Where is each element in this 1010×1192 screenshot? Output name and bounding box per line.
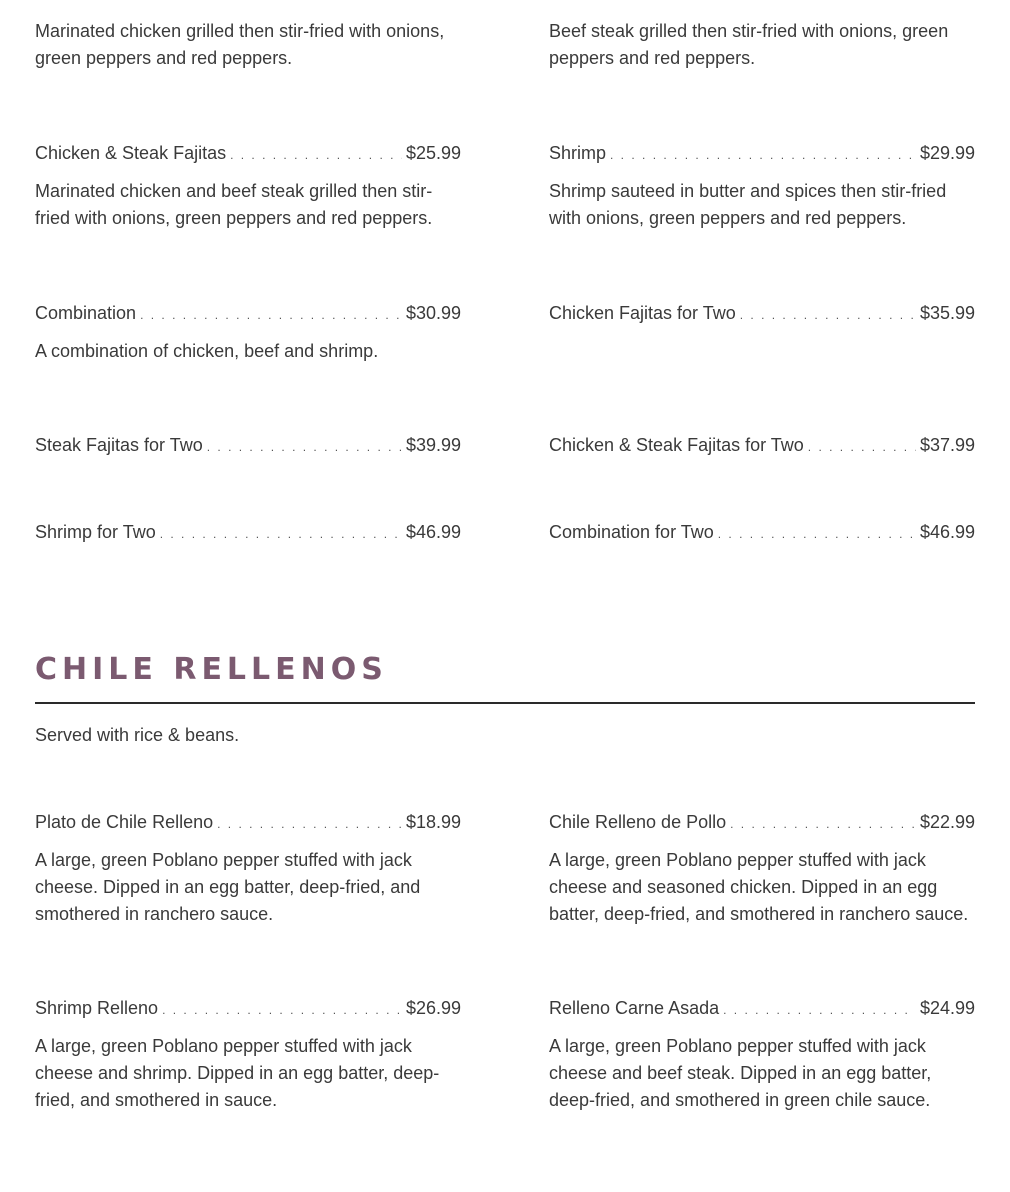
menu-item [35,301,461,365]
menu-item-description: Shrimp sauteed in butter and spices then stir-fried with onions, green peppers and red peppers. [549,181,947,228]
dot-leader [217,812,402,836]
menu-item [549,433,975,459]
menu-item-price: $22.99 [919,812,975,832]
menu-item-name: Combination [35,303,137,323]
menu-item-price: $46.99 [919,522,975,542]
menu-item-description: A large, green Poblano pepper stuffed with jack cheese and shrimp. Dipped in an egg batter, deep-fried, and smothered in sauce. [35,1036,440,1110]
menu-item [35,810,461,928]
menu-item [35,996,461,1114]
menu-item-price: $46.99 [405,522,461,542]
dot-leader [207,435,402,459]
menu-item-price: $18.99 [405,812,461,832]
dot-leader [718,522,916,546]
menu-item-price: $37.99 [919,435,975,455]
menu-item-name: Combination for Two [549,522,714,542]
menu-item [549,141,975,232]
dot-leader [230,143,402,167]
dot-leader [140,303,402,327]
menu-item [549,996,975,1114]
menu-item-name: Chicken & Steak Fajitas for Two [549,435,804,455]
menu-item-price: $30.99 [405,303,461,323]
menu-item [35,141,461,232]
section-subtitle: Served with rice & beans. [35,725,240,745]
menu-item-name: Chile Relleno de Pollo [549,812,727,832]
menu-item-description: A large, green Poblano pepper stuffed with jack cheese and seasoned chicken. Dipped in an egg batter, deep-fried, and smothered in ranchero sauce. [549,850,969,924]
menu-item [549,301,975,327]
menu-item-name: Shrimp for Two [35,522,156,542]
menu-item [35,433,461,459]
menu-item-name: Steak Fajitas for Two [35,435,203,455]
dot-leader [723,998,916,1022]
menu-item [35,520,461,546]
dot-leader [808,435,916,459]
menu-item-description: A large, green Poblano pepper stuffed with jack cheese. Dipped in an egg batter, deep-fried, and smothered in ranchero sauce. [35,850,421,924]
dot-leader [160,522,402,546]
menu-item [549,810,975,928]
menu-item-description: Marinated chicken and beef steak grilled then stir-fried with onions, green peppers and red peppers. [35,181,433,228]
menu-item-description: A combination of chicken, beef and shrimp. [35,341,379,361]
menu-item-price: $39.99 [405,435,461,455]
menu-item-price: $24.99 [919,998,975,1018]
menu-item-name: Chicken Fajitas for Two [549,303,736,323]
dot-leader [610,143,916,167]
menu-item-name: Chicken & Steak Fajitas [35,143,227,163]
dot-leader [740,303,916,327]
menu-item-name: Shrimp Relleno [35,998,159,1018]
menu-item-name: Plato de Chile Relleno [35,812,214,832]
menu-item-price: $25.99 [405,143,461,163]
menu-item-description: Beef steak grilled then stir-fried with onions, green peppers and red peppers. [549,21,949,68]
menu-item-name: Shrimp [549,143,607,163]
menu-item-description: A large, green Poblano pepper stuffed with jack cheese and beef steak. Dipped in an egg batter, deep-fried, and smothered in green chile sauce. [549,1036,932,1110]
dot-leader [730,812,916,836]
menu-item-name: Relleno Carne Asada [549,998,720,1018]
menu-item-price: $35.99 [919,303,975,323]
menu-item-description: Marinated chicken grilled then stir-fried with onions, green peppers and red peppers. [35,21,445,68]
menu-item [549,520,975,546]
dot-leader [162,998,402,1022]
section-divider [35,702,975,704]
section-title: CHILE RELLENOS [35,652,388,687]
menu-item-price: $29.99 [919,143,975,163]
menu-item-price: $26.99 [405,998,461,1018]
